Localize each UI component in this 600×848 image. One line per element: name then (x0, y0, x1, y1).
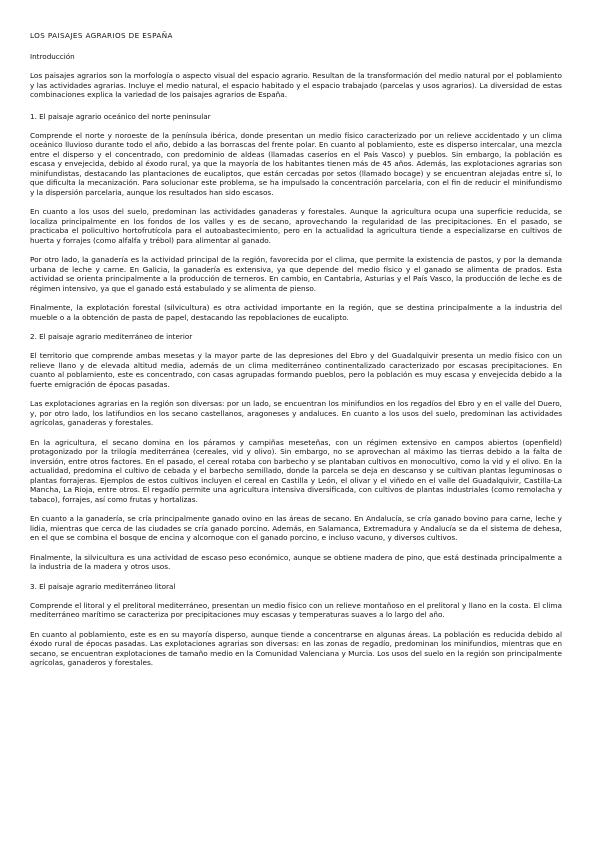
section-3-paragraph-2: En cuanto al poblamiento, este es en su mayoría disperso, aunque tiende a concentrarse en algunas áreas. La población es reducida debido al éxodo rural de épocas pasadas. Las explotaciones agrarias son diversas: en las zonas de regadío, predominan los minifundios, mientras que en secano, se encuentran explotaciones de tamaño medio en la Comunidad Valenciana y Murcia. Los usos del suelo en la región son principalmente agrícolas, ganaderos y forestales. (30, 629, 562, 667)
section-2-paragraph-4: En cuanto a la ganadería, se cría principalmente ganado ovino en las áreas de secano. En Andalucía, se cría ganado bovino para carne, leche y lidia, mientras que cerca de las ciudades se cría ganado porcino. Además, en Salamanca, Extremadura y Andalucía se da el sistema de dehesa, en el que se combina el bosque de encina y alcornoque con el ganado porcino, e incluso vacuno, y diversos cultivos. (30, 514, 562, 542)
section-2-paragraph-2: Las explotaciones agrarias en la región son diversas: por un lado, se encuentran los minifundios en los regadíos del Ebro y en el valle del Duero, y, por otro lado, los latifundios en los secano castellanos, aragoneses y andaluces. En cuanto a los usos del suelo, predominan las actividades agrícolas, ganaderas y forestales. (30, 399, 562, 427)
document-title: LOS PAISAJES AGRARIOS DE ESPAÑA (30, 31, 173, 40)
section-2-heading: 2. El paisaje agrario mediterráneo de interior (30, 332, 193, 341)
section-1-heading: 1. El paisaje agrario oceánico del norte peninsular (30, 111, 211, 121)
section-2-paragraph-1: El territorio que comprende ambas mesetas y la mayor parte de las depresiones del Ebro y del Guadalquivir presenta un medio físico con un relieve llano y de elevada altitud media, además de un clima mediterráneo continentalizado caracterizado por escasas precipitaciones. En cuanto al poblamiento, este es concentrado, con casas agrupadas formando pueblos, pero la población es muy escasa y envejecida debido a la fuerte emigración de épocas pasadas. (30, 351, 562, 389)
intro-heading: Introducción (30, 52, 75, 61)
section-1-paragraph-2: En cuanto a los usos del suelo, predominan las actividades ganaderas y forestales. Aunque la agricultura ocupa una superficie reducida, se localiza principalmente en los fondos de los valles y es de secano, aprovechando la regularidad de las precipitaciones. En el pasado, se practicaba el policultivo hortofrutícola para el autoabastecimiento, pero en la actualidad la agricultura tiende a especializarse en cultivos de huerta y forrajes (como alfalfa y trébol) para alimentar al ganado. (30, 207, 562, 245)
section-2-paragraph-5: Finalmente, la silvicultura es una actividad de escaso peso económico, aunque se obtiene madera de pino, que está destinada principalmente a la industria de la madera y otros usos. (30, 552, 562, 571)
section-3-paragraph-1: Comprende el litoral y el prelitoral mediterráneo, presentan un medio físico con un relieve montañoso en el prelitoral y llano en la costa. El clima mediterráneo marítimo se caracteriza por precipitaciones muy escasas y temperaturas suaves a lo largo del año. (30, 600, 562, 619)
section-1-paragraph-3: Por otro lado, la ganadería es la actividad principal de la región, favorecida por el clima, que permite la existencia de pastos, y por la demanda urbana de leche y carne. En Galicia, la ganadería es extensiva, ya que depende del medio físico y el ganado se alimenta de prados. Esta actividad se orienta principalmente a la producción de terneros. En cambio, en Cantabria, Asturias y el País Vasco, la producción de leche es de régimen intensivo, ya que el ganado está estabulado y se alimenta de pienso. (30, 255, 562, 293)
intro-paragraph: Los paisajes agrarios son la morfología o aspecto visual del espacio agrario. Resultan de la transformación del medio natural por el poblamiento y las actividades agrarias. Incluye el medio natural, el espacio habitado y el espacio trabajado (parcelas y usos agrarios). La diversidad de estas combinaciones explica la variedad de los paisajes agrarios de España. (30, 71, 562, 99)
section-1-paragraph-1: Comprende el norte y noroeste de la península ibérica, donde presentan un medio físico caracterizado por un relieve accidentado y un clima oceánico lluvioso durante todo el año, debido a las borrascas del frente polar. En cuanto al poblamiento, este es disperso intercalar, una mezcla entre el disperso y el concentrado, con predominio de aldeas (llamadas caseríos en el País Vasco) y pueblos. Sin embargo, la población es escasa y envejecida, debido al éxodo rural, ya que la mayoría de los habitantes tienen más de 45 años. Además, las explotaciones agrarias son minifundistas, destacando las plantaciones de eucaliptos, que están cercadas por setos (llamado bocage) y se encuentran alejadas entre sí, lo que dificulta la mecanización. Para solucionar este problema, se ha impulsado la concentración parcelaria, con el fin de reducir el minifundismo y la dispersión parcelaria, aunque los resultados han sido escasos. (30, 130, 562, 197)
section-1-paragraph-4: Finalmente, la explotación forestal (silvicultura) es otra actividad importante en la región, que se destina principalmente a la industria del mueble o a la obtención de pasta de papel, destacando las repoblaciones de eucalipto. (30, 303, 562, 322)
section-2-paragraph-3: En la agricultura, el secano domina en los páramos y campiñas meseteñas, con un régimen extensivo en campos abiertos (openfield) protagonizado por la trilogía mediterránea (cereales, vid y olivo). Sin embargo, no se aprovechan al máximo las tierras debido a la falta de inversión, entre otros factores. En el pasado, el cereal rotaba con barbecho y se plantaban cultivos en monocultivo, como la vid y el olivo. En la actualidad, predomina el cultivo de cebada y el barbecho semillado, donde la parcela se deja en descanso y se cultivan plantas leguminosas o plantas forrajeras. Ejemplos de estos cultivos incluyen el cereal en Castilla y León, el olivar y el viñedo en el valle del Guadalquivir, Castilla-La Mancha, La Rioja, entre otros. El regadío permite una agricultura intensiva diversificada, con cultivos de plantas industriales (como remolacha y tabaco), forrajes, así como frutas y hortalizas. (30, 437, 562, 504)
section-3-heading: 3. El paisaje agrario mediterráneo litoral (30, 581, 176, 591)
